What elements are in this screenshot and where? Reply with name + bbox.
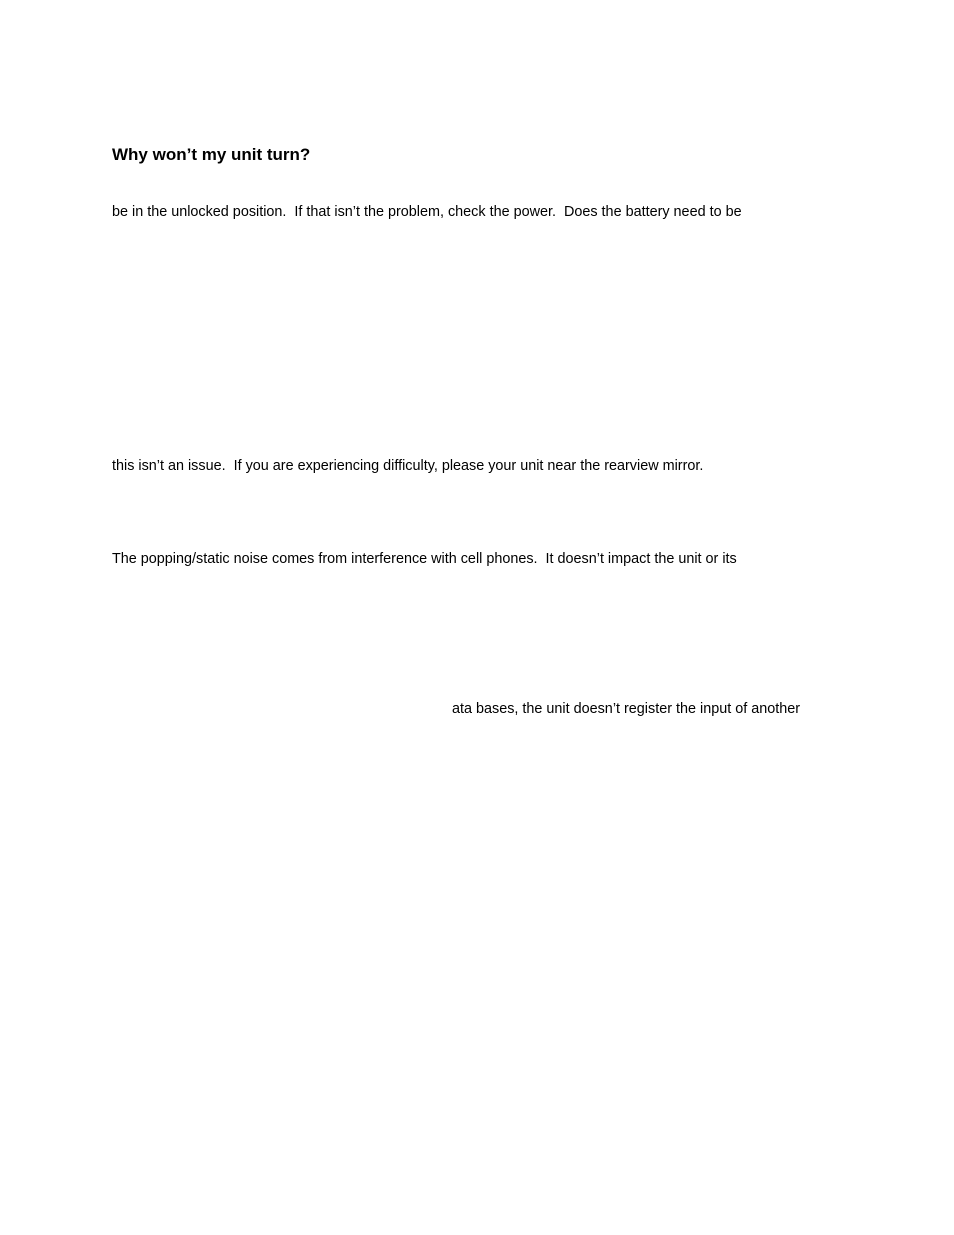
text-line-popping-static-noise: The popping/static noise comes from interference with cell phones. It doesn’t impact the unit or its	[112, 551, 737, 567]
text-line-data-bases: ata bases, the unit doesn’t register the input of another	[452, 701, 801, 717]
text-line-rearview-mirror: this isn’t an issue. If you are experiencing difficulty, please your unit near the rearview mirror.	[112, 458, 704, 474]
text-line-unlocked-position: be in the unlocked position. If that isn’t the problem, check the power. Does the battery need to be	[112, 204, 742, 220]
section-heading: Why won’t my unit turn?	[112, 145, 311, 164]
